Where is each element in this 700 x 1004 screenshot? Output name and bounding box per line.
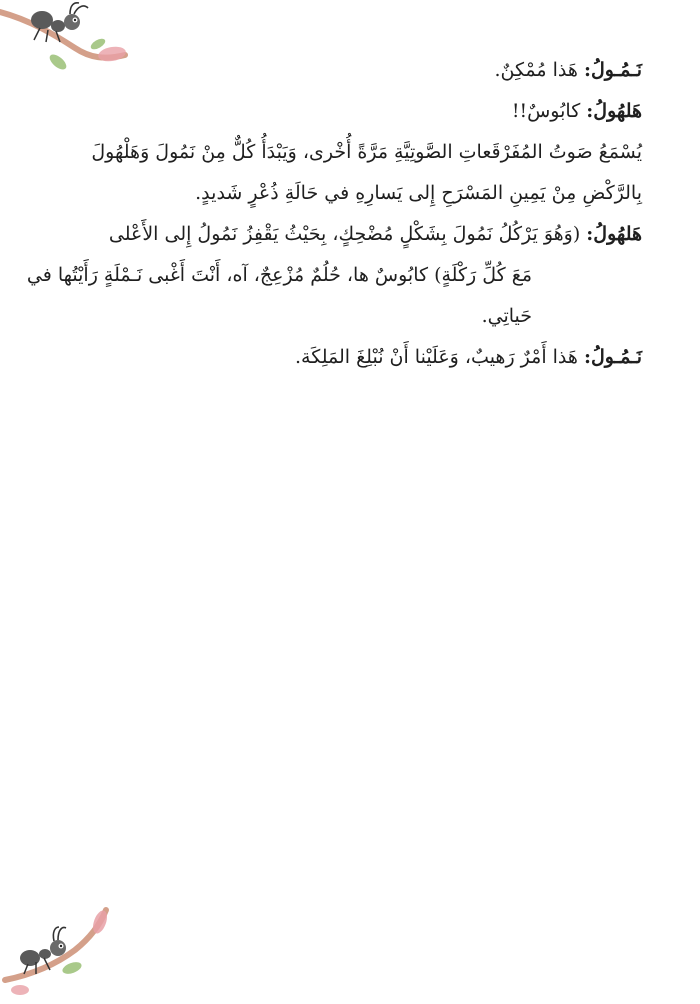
dialogue-text: هَذا أَمْرٌ رَهيبٌ، وَعَلَيْنا أَنْ نُبْلِغَ المَلِكَة. <box>294 346 584 368</box>
stage-direction-line-2 <box>60 173 642 214</box>
speaker-name: نَـمُـولُ: <box>583 346 642 368</box>
dialogue-text: حَياتِي. <box>481 305 532 327</box>
dialogue-line-halhool-2 <box>60 214 642 255</box>
dialogue-continuation-line <box>60 296 642 337</box>
dialogue-line-halhool-1 <box>60 91 642 132</box>
speaker-name: نَـمُـولُ: <box>583 59 642 81</box>
stage-direction-text: يُسْمَعُ صَوتُ المُفَرْقَعاتِ الصَّوتِيَّةِ مَرَّةً أُخْرى، وَيَبْدَأُ كُلٌّ مِنْ نَمُولَ وَهَلْهُولَ <box>91 141 642 163</box>
dialogue-line-namool-1 <box>60 50 642 91</box>
dialogue-text: مَعَ كُلِّ رَكْلَةٍ) كابُوسٌ ها، حُلُمٌ مُزْعِجٌ، آه، أَنْتَ أَغْبى نَـمْلَةٍ رَأَيْتُها في <box>26 264 532 286</box>
dialogue-continuation-line <box>26 255 642 296</box>
ant-on-branch-decoration-bottom <box>0 900 120 1000</box>
speaker-name: هَلهُولُ: <box>586 100 642 122</box>
dialogue-text: كابُوسٌ!! <box>511 100 587 122</box>
dialogue-text: هَذا مُمْكِنٌ. <box>494 59 584 81</box>
dialogue-line-namool-2 <box>60 337 642 378</box>
dialogue-text: (وَهُوَ يَرْكُلُ نَمُولَ بِشَكْلٍ مُضْحِكٍ، بِحَيْثُ يَقْفِزُ نَمُولُ إِلى الأَعْلى <box>108 223 587 245</box>
stage-direction-text: بِالرَّكْضِ مِنْ يَمِينِ المَسْرَحِ إِلى يَسارِهِ في حَالَةِ ذُعْرٍ شَديدٍ. <box>195 182 642 204</box>
stage-direction-line-1 <box>60 132 642 173</box>
speaker-name: هَلهُولُ: <box>586 223 642 245</box>
script-page <box>26 50 642 378</box>
